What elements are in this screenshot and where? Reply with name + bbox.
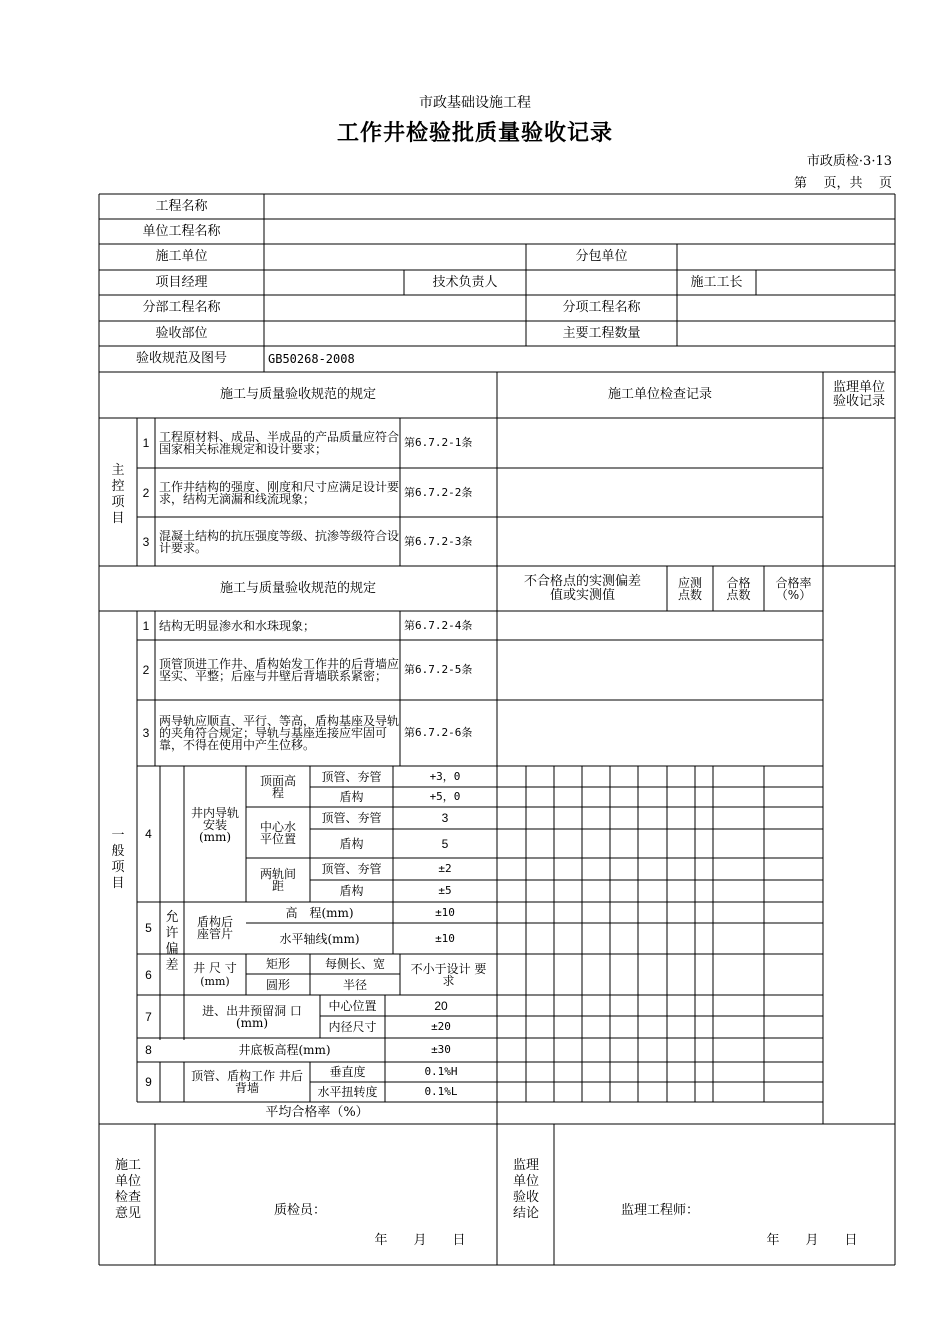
item4-value: 3: [441, 811, 449, 825]
main-item-clause: 第6.7.2-3条: [404, 534, 473, 548]
item7-sub: 内径尺寸: [328, 1020, 377, 1034]
allow-deviation-label: 允许偏差: [165, 910, 179, 973]
item4-sub: 顶管、夯管: [321, 811, 382, 825]
main-item-no: 3: [142, 534, 150, 549]
item4-sub: 盾构: [339, 836, 364, 851]
general-item-no: 3: [142, 726, 150, 740]
spec-header: 施工与质量验收规范的规定: [219, 387, 376, 402]
item4-sub: 顶管、夯管: [321, 769, 382, 784]
item7-group: 进、出井预留洞 口(mm): [202, 1003, 302, 1030]
item7-no: 7: [145, 1009, 152, 1024]
general-item-clause: 第6.7.2-5条: [404, 663, 473, 676]
item9-sub: 水平扭转度: [317, 1085, 378, 1099]
item5-value: ±10: [435, 905, 455, 919]
item9-group: 顶管、盾构工作 井后背墙: [191, 1069, 303, 1095]
general-item-no: 2: [142, 663, 150, 677]
subcontractor-label: 分包单位: [575, 249, 628, 264]
inspector-label: 质检员：: [273, 1203, 326, 1218]
general-item-text: 顶管顶进工作井、盾构始发工作井的后背墙应坚实、平整；后座与井壁后背墙联系紧密；: [159, 657, 400, 683]
standard-label: 验收规范及图号: [135, 351, 227, 366]
division-name-label: 分部工程名称: [142, 300, 221, 315]
inspection-part-label: 验收部位: [155, 325, 208, 341]
main-item-no: 1: [142, 436, 150, 450]
main-item-text: 工程原材料、成品、半成品的产品质量应符合国家相关标准规定和设计要求；: [159, 430, 400, 456]
supervisor-header: 监理单位验收记录: [832, 380, 885, 409]
check-record-header: 施工单位检查记录: [607, 387, 712, 402]
item4-center: 中心水平位置: [260, 819, 297, 846]
main-item-text: 工作井结构的强度、刚度和尺寸应满足设计要求，结构无滴漏和线流现象；: [159, 479, 400, 506]
item6-no: 6: [145, 967, 152, 982]
main-control-label: 主控项目: [111, 463, 125, 526]
item7-sub: 中心位置: [328, 998, 377, 1013]
page-number: 第 页，共 页: [793, 176, 892, 191]
subitem-name-label: 分项工程名称: [562, 300, 641, 315]
item6-round-sub: 半径: [342, 977, 367, 992]
contractor-date: 年 月 日: [374, 1233, 466, 1248]
item6-rect: 矩形: [265, 957, 290, 971]
supervisor-date: 年 月 日: [766, 1233, 858, 1248]
contractor-opinion-label: 施工单位检查意见: [114, 1158, 141, 1221]
item4-value: +5，0: [429, 790, 461, 803]
standard-value: GB50268-2008: [268, 352, 355, 366]
item4-spacing: 两轨间距: [260, 867, 297, 893]
item4-group: 井内导轨安装(mm): [190, 806, 239, 844]
item4-top-elev: 顶面高程: [260, 773, 297, 800]
item8-text: 井底板高程(mm): [238, 1043, 331, 1057]
contractor-label: 施工单位: [155, 249, 208, 264]
item5-no: 5: [145, 921, 152, 935]
general-item-text: 结构无明显渗水和水珠现象；: [159, 618, 316, 633]
item7-value: 20: [434, 998, 448, 1013]
project-name-label: 工程名称: [155, 198, 208, 214]
main-item-text: 混凝土结构的抗压强度等级、抗渗等级符合设计要求。: [159, 528, 400, 555]
item5-sub: 水平轴线(mm): [279, 931, 360, 946]
item4-value: +3，0: [429, 769, 461, 783]
deviation-header: 不合格点的实测偏差值或实测值: [523, 573, 641, 603]
item4-sub: 盾构: [339, 790, 364, 804]
item5-value: ±10: [435, 931, 455, 945]
item4-sub: 顶管、夯管: [321, 862, 382, 876]
item9-value: 0.1%H: [424, 1065, 458, 1078]
engineer-label: 监理工程师：: [620, 1203, 699, 1218]
document-title: 工作井检验批质量验收记录: [336, 120, 613, 146]
main-item-clause: 第6.7.2-1条: [404, 436, 473, 449]
main-item-clause: 第6.7.2-2条: [404, 485, 473, 499]
tech-lead-label: 技术负责人: [432, 274, 498, 290]
item9-value: 0.1%L: [424, 1085, 458, 1098]
item6-rect-sub: 每侧长、宽: [324, 957, 385, 971]
avg-pass-rate-label: 平均合格率（%）: [265, 1105, 369, 1120]
item4-value: ±2: [438, 862, 452, 875]
unit-project-name-label: 单位工程名称: [142, 223, 221, 239]
item6-value: 不小于设计 要求: [410, 961, 487, 988]
item8-no: 8: [145, 1043, 152, 1057]
item8-value: ±30: [431, 1043, 451, 1056]
general-item-text: 两导轨应顺直、平行、等高，盾构基座及导轨的夹角符合规定；导轨与基座连接应牢固可靠，不得在使用中产生位移。: [159, 714, 400, 752]
item4-value: 5: [441, 836, 449, 851]
item9-no: 9: [145, 1075, 152, 1089]
general-items-label: 一般项目: [111, 828, 125, 891]
foreman-label: 施工工长: [690, 274, 743, 290]
general-item-clause: 第6.7.2-4条: [404, 618, 473, 632]
item7-value: ±20: [431, 1020, 451, 1033]
item6-unit: (mm): [200, 974, 230, 988]
item5-sub: 高 程(mm): [285, 905, 354, 920]
form-code: 市政质检·3·13: [806, 154, 892, 169]
main-quantity-label: 主要工程数量: [562, 325, 641, 341]
main-item-no: 2: [142, 485, 150, 500]
project-manager-label: 项目经理: [155, 274, 208, 290]
pass-rate-header: 合格率（%）: [775, 575, 812, 602]
document-subtitle: 市政基础设施工程: [419, 95, 531, 111]
general-spec-header: 施工与质量验收规范的规定: [219, 580, 376, 596]
item5-group: 盾构后座管片: [196, 915, 233, 941]
item4-sub: 盾构: [339, 884, 364, 898]
item4-no: 4: [145, 827, 152, 841]
general-item-no: 1: [142, 618, 150, 633]
item9-sub: 垂直度: [329, 1065, 366, 1079]
ok-points-header: 合格点数: [726, 575, 751, 602]
item6-group: 井 尺 寸: [193, 961, 237, 975]
should-points-header: 应测点数: [677, 575, 702, 602]
general-item-clause: 第6.7.2-6条: [404, 726, 473, 739]
item4-value: ±5: [438, 884, 452, 897]
item6-round: 圆形: [265, 977, 290, 992]
supervisor-conclusion-label: 监理单位验收结论: [512, 1158, 539, 1221]
